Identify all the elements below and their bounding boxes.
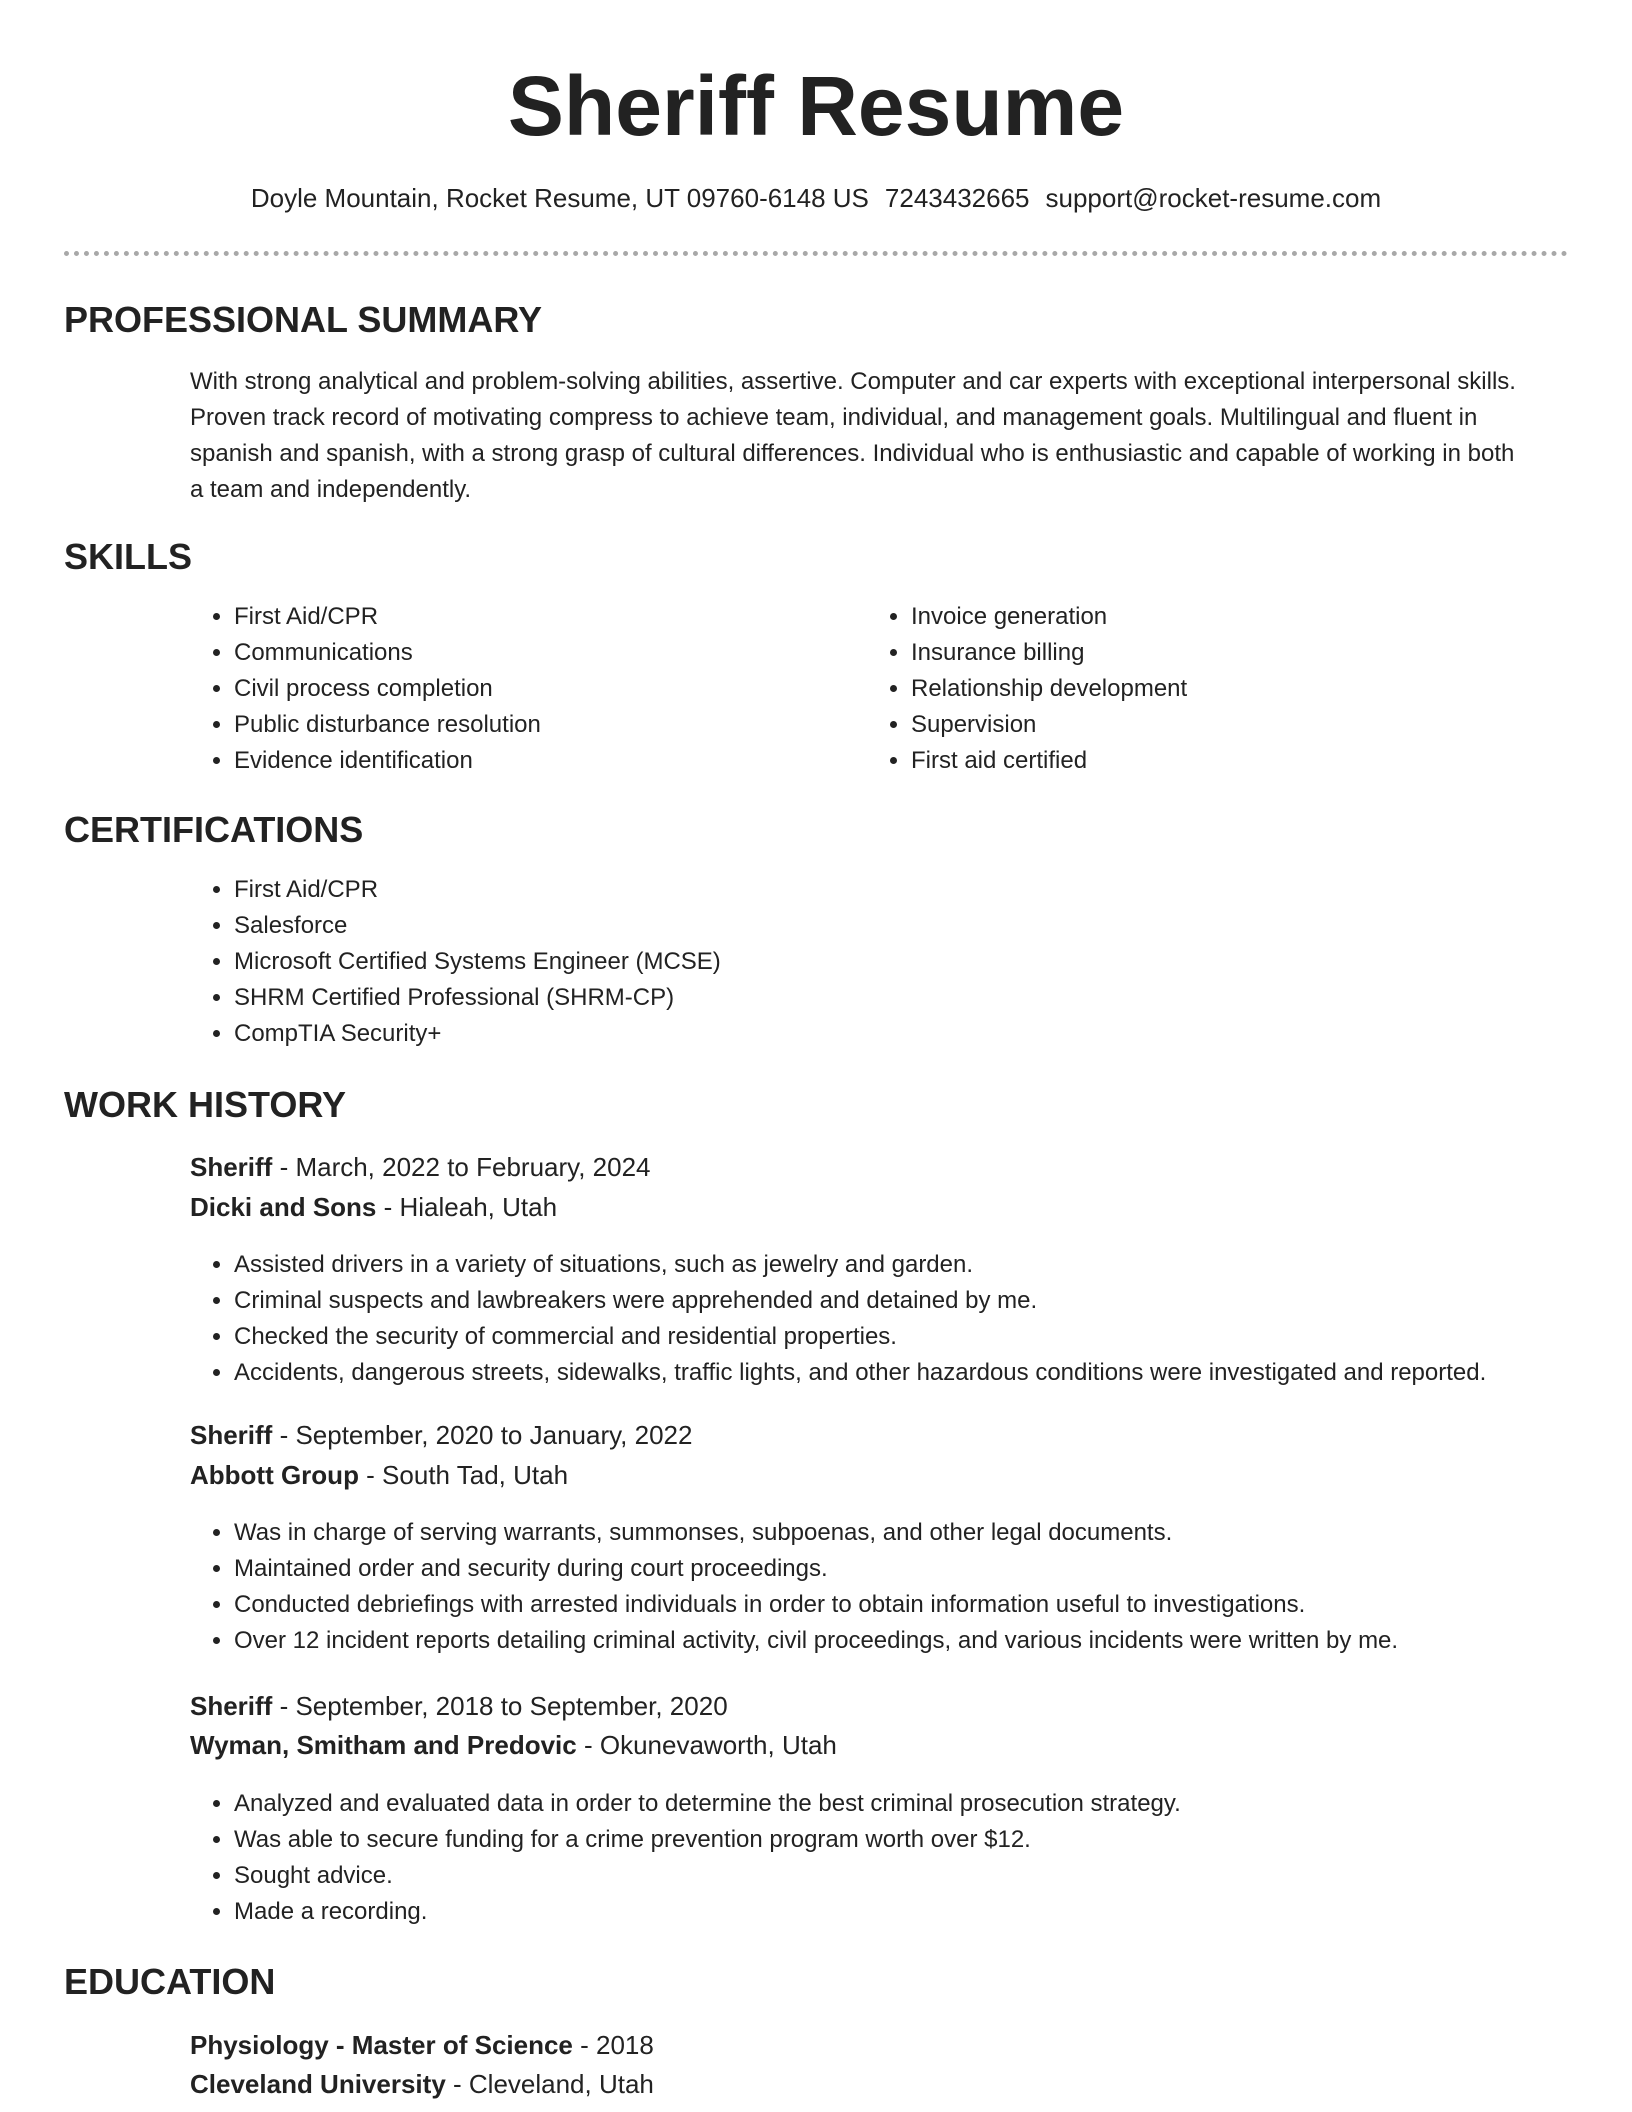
education-degree-line <box>190 2026 654 2064</box>
skills-list-right <box>867 599 1531 779</box>
job-duties-list <box>190 1247 1632 1391</box>
job-duty: • Was in charge of serving warrants, summonses, subpoenas, and other legal documents. <box>234 1515 1632 1551</box>
job-role: Sheriff <box>190 1420 273 1450</box>
skills-list-left <box>190 599 854 779</box>
skill-item: • Public disturbance resolution <box>234 707 854 743</box>
education-location: - Cleveland, Utah <box>445 2069 654 2099</box>
skill-item: • Insurance billing <box>911 635 1531 671</box>
job-title-line <box>190 1148 651 1186</box>
job-dates: - March, 2022 to February, 2024 <box>272 1152 651 1182</box>
job-duty: • Assisted drivers in a variety of situations, such as jewelry and garden. <box>234 1247 1632 1283</box>
skill-item: • Relationship development <box>911 671 1531 707</box>
skill-item: • Civil process completion <box>234 671 854 707</box>
certifications-heading: CERTIFICATIONS <box>64 809 364 850</box>
job-duty: • Accidents, dangerous streets, sidewalks, traffic lights, and other hazardous conditions were investigated and reported. <box>234 1355 1632 1391</box>
education-year: - 2018 <box>572 2030 654 2060</box>
header-divider <box>64 251 1568 256</box>
job-duties-list <box>190 1515 1632 1659</box>
certifications-list <box>190 872 1534 1052</box>
contact-email: support@rocket-resume.com <box>1045 183 1382 213</box>
education-degree: Physiology - Master of Science <box>190 2030 573 2060</box>
job-company-line <box>190 1456 568 1494</box>
contact-line <box>0 180 1632 216</box>
job-location: - South Tad, Utah <box>358 1460 569 1490</box>
job-company-line <box>190 1726 837 1764</box>
contact-address: Doyle Mountain, Rocket Resume, UT 09760-6148 US <box>250 183 869 213</box>
skills-heading: SKILLS <box>64 536 193 577</box>
certification-item: • Microsoft Certified Systems Engineer (MCSE) <box>234 944 1534 980</box>
education-school: Cleveland University <box>190 2069 446 2099</box>
job-company: Abbott Group <box>190 1460 359 1490</box>
job-duties-list <box>190 1786 1632 1930</box>
job-duty: • Made a recording. <box>234 1894 1632 1930</box>
summary-heading: PROFESSIONAL SUMMARY <box>64 299 543 340</box>
job-dates: - September, 2020 to January, 2022 <box>272 1420 693 1450</box>
work-history-heading: WORK HISTORY <box>64 1084 347 1125</box>
job-duty: • Conducted debriefings with arrested individuals in order to obtain information useful to investigations. <box>234 1587 1632 1623</box>
skill-item: • Invoice generation <box>911 599 1531 635</box>
education-school-line <box>190 2065 654 2103</box>
job-role: Sheriff <box>190 1691 273 1721</box>
job-duty: • Over 12 incident reports detailing criminal activity, civil proceedings, and various incidents were written by me. <box>234 1623 1632 1659</box>
job-company: Wyman, Smitham and Predovic <box>190 1730 577 1760</box>
job-duty: • Was able to secure funding for a crime prevention program worth over $12. <box>234 1822 1632 1858</box>
job-company: Dicki and Sons <box>190 1192 377 1222</box>
certification-item: • SHRM Certified Professional (SHRM-CP) <box>234 980 1534 1016</box>
job-location: - Okunevaworth, Utah <box>576 1730 837 1760</box>
skill-item: • Evidence identification <box>234 743 854 779</box>
contact-phone: 7243432665 <box>884 183 1030 213</box>
skill-item: • First aid certified <box>911 743 1531 779</box>
job-location: - Hialeah, Utah <box>376 1192 558 1222</box>
education-heading: EDUCATION <box>64 1961 276 2002</box>
job-duty: • Criminal suspects and lawbreakers were apprehended and detained by me. <box>234 1283 1632 1319</box>
certification-item: • First Aid/CPR <box>234 872 1534 908</box>
certification-item: • CompTIA Security+ <box>234 1016 1534 1052</box>
skill-item: • Supervision <box>911 707 1531 743</box>
job-duty: • Analyzed and evaluated data in order to determine the best criminal prosecution strategy. <box>234 1786 1632 1822</box>
job-title-line <box>190 1416 692 1454</box>
job-role: Sheriff <box>190 1152 273 1182</box>
job-title-line <box>190 1687 728 1725</box>
skill-item: • Communications <box>234 635 854 671</box>
job-dates: - September, 2018 to September, 2020 <box>272 1691 728 1721</box>
certification-item: • Salesforce <box>234 908 1534 944</box>
skill-item: • First Aid/CPR <box>234 599 854 635</box>
resume-name: Sheriff Resume <box>507 59 1125 153</box>
job-company-line <box>190 1188 557 1226</box>
job-duty: • Sought advice. <box>234 1858 1632 1894</box>
job-duty: • Maintained order and security during court proceedings. <box>234 1551 1632 1587</box>
job-duty: • Checked the security of commercial and residential properties. <box>234 1319 1632 1355</box>
summary-text: With strong analytical and problem-solving abilities, assertive. Computer and car experts with exceptional interpersonal skills. Proven track record of motivating compress to achieve team, individual, and management goals. Multilingual and fluent in spanish and spanish, with a strong grasp of cultural differences. Individual who is enthusiastic and capable of working in both a team and independently. <box>190 368 1516 503</box>
